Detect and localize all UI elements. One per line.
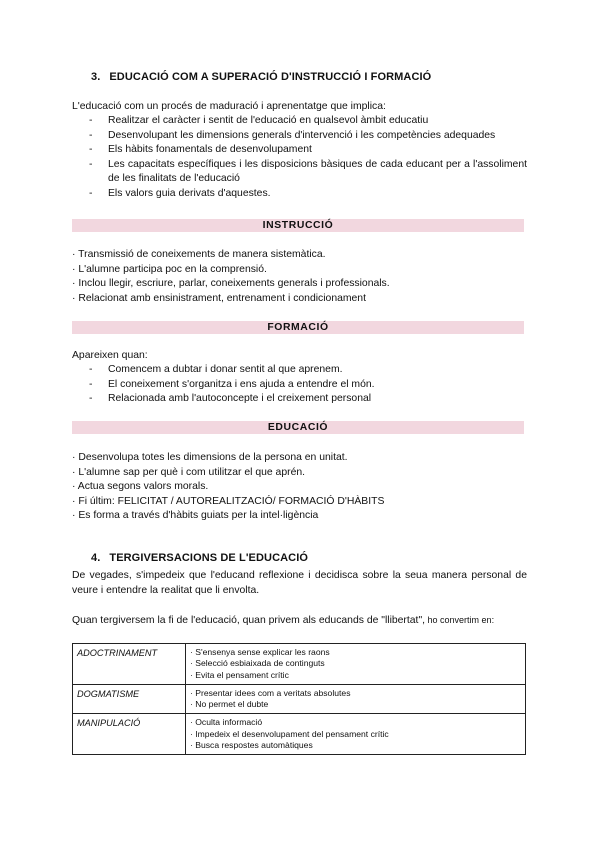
table-point: · Busca respostes automàtiques <box>190 740 313 751</box>
list-item: - Els valors guia derivats d'aquestes. <box>72 187 527 202</box>
list-item: · L'alumne sap per què i com utilitzar el que aprén. <box>72 466 306 478</box>
section-4-lead <box>72 613 527 628</box>
section-3-heading: EDUCACIÓ COM A SUPERACIÓ D'INSTRUCCIÓ I FORMACIÓ <box>109 71 432 83</box>
list-item: - Els hàbits fonamentals de desenvolupament <box>72 143 527 158</box>
instruccio-heading: INSTRUCCIÓ <box>72 219 524 232</box>
list-item: - Les capacitats específiques i les disposicions bàsiques de cada educant per a l'assoliment de les finalitats de l'educació <box>72 158 527 187</box>
section-4-number: 4. <box>91 552 101 564</box>
table-term: DOGMATISME <box>73 684 186 714</box>
table-points <box>186 714 526 755</box>
table-term: ADOCTRINAMENT <box>73 644 186 685</box>
table-row <box>73 714 526 755</box>
table-row <box>73 684 526 714</box>
list-item: - El coneixement s'organitza i ens ajuda a entendre el món. <box>72 378 527 393</box>
table-points <box>186 684 526 714</box>
list-item: · Inclou llegir, escriure, parlar, coneixements generals i professionals. <box>72 278 390 290</box>
section-3-intro: L'educació com un procés de maduració i aprenentatge que implica: <box>72 101 386 112</box>
section-4-lead-text: Quan tergiversem la fi de l'educació, quan privem als educands de "llibertat", <box>72 615 426 626</box>
table-point: · Presentar idees com a veritats absolutes <box>190 687 351 698</box>
table-point: · No permet el dubte <box>190 699 269 710</box>
table-term: MANIPULACIÓ <box>73 714 186 755</box>
table-points <box>186 644 526 685</box>
list-item: - Realitzar el caràcter i sentit de l'educació en qualsevol àmbit educatiu <box>72 114 527 129</box>
table-point: · S'ensenya sense explicar les raons <box>190 647 330 657</box>
section-4-paragraph: De vegades, s'impedeix que l'educand reflexione i decidisca sobre la seua manera personal de veure i entendre la realitat que li envolta. <box>72 570 527 596</box>
list-item: · Fi últim: FELICITAT / AUTOREALITZACIÓ/ FORMACIÓ D'HÀBITS <box>72 495 385 507</box>
section-3-list <box>72 114 527 202</box>
formacio-intro: Apareixen quan: <box>72 350 148 361</box>
table-point: · Selecció esbiaixada de continguts <box>190 658 325 669</box>
section-4-title <box>91 552 308 564</box>
tergiversacions-table <box>72 643 526 755</box>
list-item: · Relacionat amb ensinistrament, entrenament i condicionament <box>72 292 366 304</box>
list-item: · Es forma a través d'hàbits guiats per la intel·ligència <box>72 510 319 522</box>
table-point: · Oculta informació <box>190 717 263 728</box>
educacio-list <box>72 451 527 524</box>
list-item: · Desenvolupa totes les dimensions de la persona en unitat. <box>72 452 348 463</box>
section-4-lead-suffix: ho convertim en: <box>425 615 495 625</box>
list-item: · Actua segons valors morals. <box>72 481 209 493</box>
formacio-list <box>72 363 527 407</box>
section-3-number: 3. <box>91 71 101 83</box>
list-item: · L'alumne participa poc en la comprensió. <box>72 263 267 275</box>
educacio-heading: EDUCACIÓ <box>72 421 524 434</box>
formacio-heading: FORMACIÓ <box>72 321 524 334</box>
section-3-title <box>91 71 431 83</box>
table-point: · Evita el pensament crític <box>190 669 289 680</box>
list-item: - Relacionada amb l'autoconcepte i el creixement personal <box>72 392 527 407</box>
list-item: - Comencem a dubtar i donar sentit al que aprenem. <box>72 363 527 378</box>
list-item: - Desenvolupant les dimensions generals d'intervenció i les competències adequades <box>72 129 527 144</box>
section-4-heading: TERGIVERSACIONS DE L'EDUCACIÓ <box>109 552 309 564</box>
list-item: · Transmissió de coneixements de manera sistemàtica. <box>72 249 326 260</box>
table-point: · Impedeix el desenvolupament del pensament crític <box>190 728 389 739</box>
instruccio-list <box>72 248 527 306</box>
table-row <box>73 644 526 685</box>
